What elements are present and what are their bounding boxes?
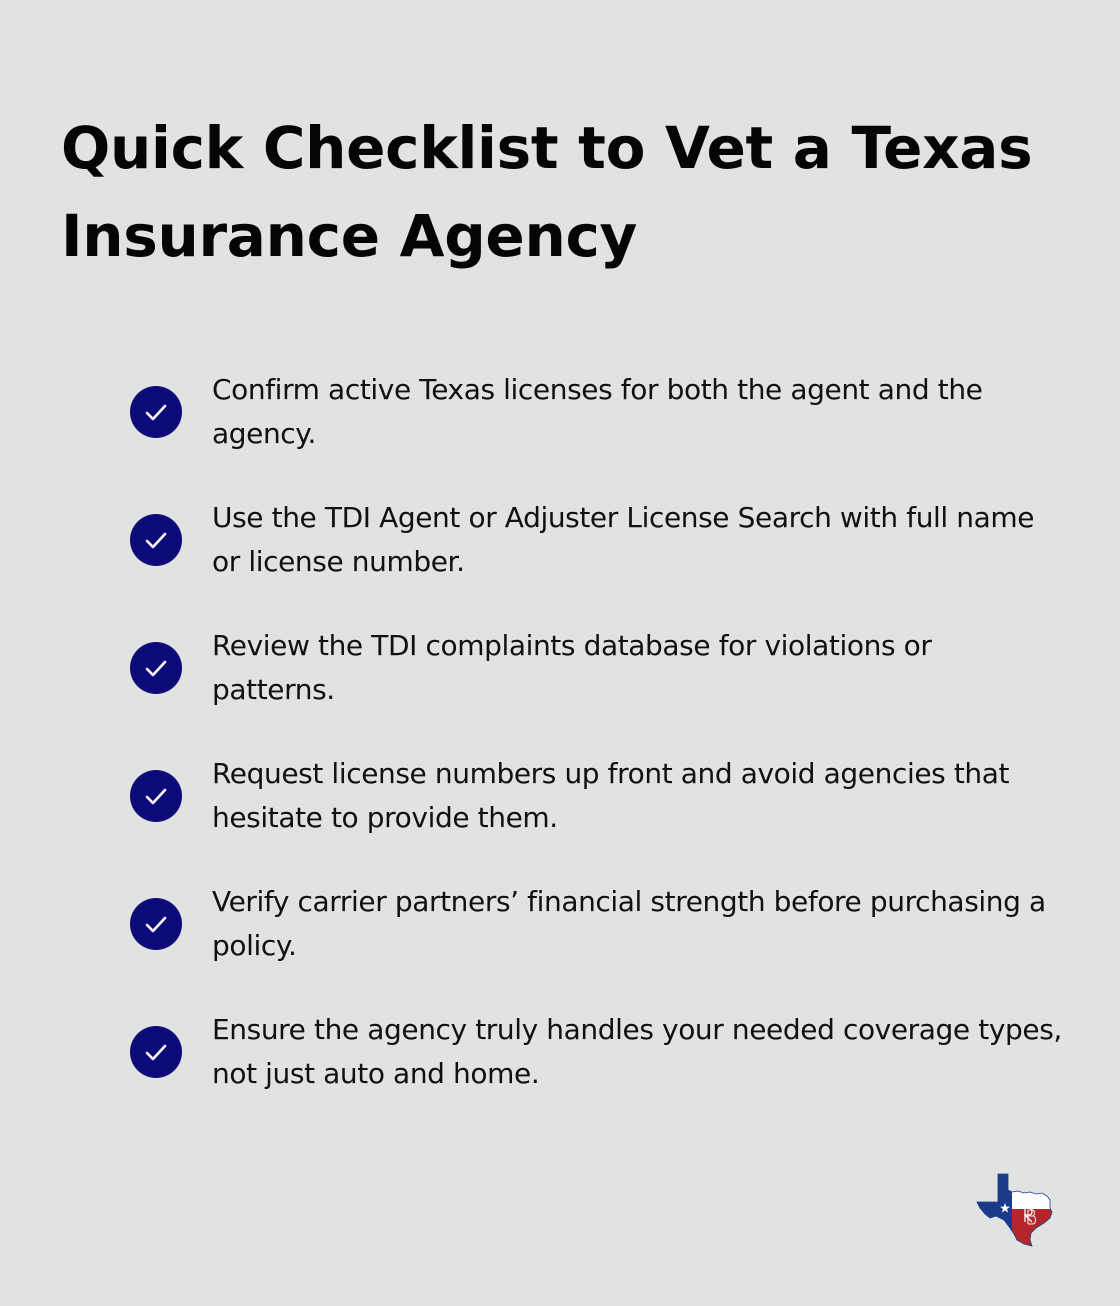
checklist-item-text: Confirm active Texas licenses for both the agent and the agency. (212, 373, 983, 450)
texas-flag-logo-icon (976, 1172, 1056, 1248)
checklist-item (130, 752, 1060, 880)
checklist-item-text: Verify carrier partners’ financial strength before purchasing a policy. (212, 885, 1046, 962)
checklist-item-text: Ensure the agency truly handles your needed coverage types, not just auto and home. (212, 1013, 1062, 1090)
check-icon (130, 898, 182, 950)
check-icon (130, 770, 182, 822)
checklist-item (130, 1008, 1060, 1136)
checklist-item-text: Use the TDI Agent or Adjuster License Search with full name or license number. (212, 501, 1035, 578)
checklist-item-text: Review the TDI complaints database for violations or patterns. (212, 629, 932, 706)
checklist-item (130, 368, 1060, 496)
check-icon (130, 1026, 182, 1078)
check-icon (130, 514, 182, 566)
checklist (130, 368, 1060, 1136)
page-title: Quick Checklist to Vet a Texas Insurance Agency (61, 114, 1033, 270)
checklist-item (130, 880, 1060, 1008)
check-icon (130, 386, 182, 438)
checklist-item (130, 624, 1060, 752)
check-icon (130, 642, 182, 694)
checklist-item (130, 496, 1060, 624)
checklist-item-text: Request license numbers up front and avoid agencies that hesitate to provide them. (212, 757, 1010, 834)
